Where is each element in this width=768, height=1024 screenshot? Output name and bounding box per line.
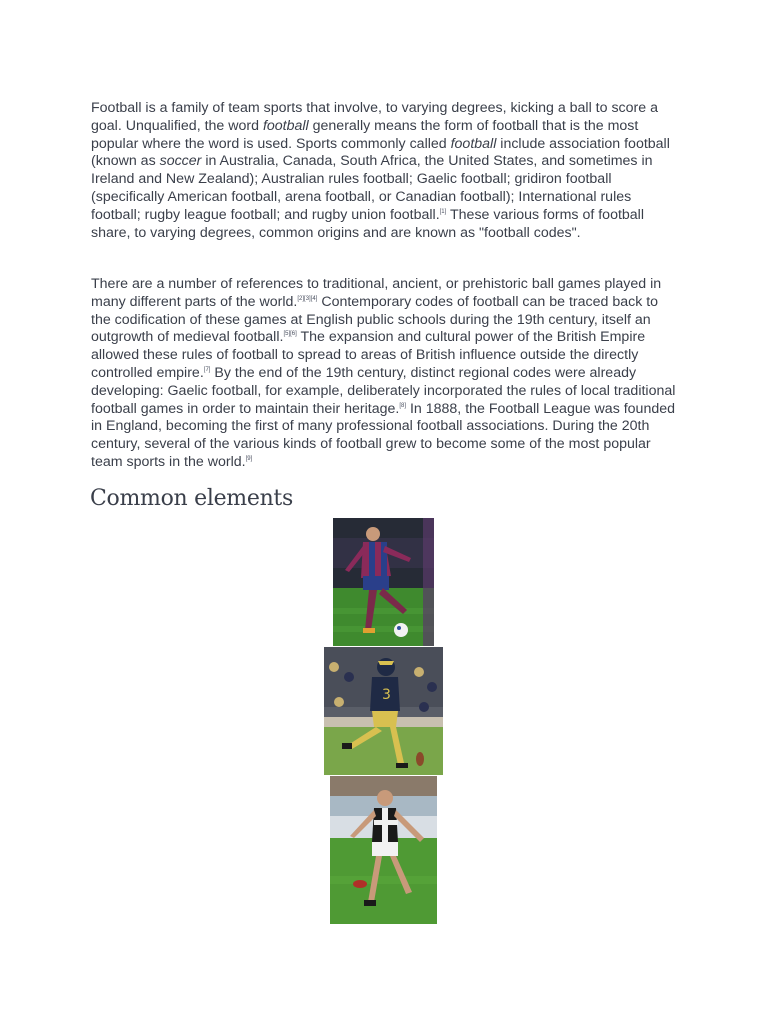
citation-link[interactable]: [1] <box>439 208 447 215</box>
text-run: These various forms of football share, to varying degrees, common origins and are known as "football codes". <box>91 206 644 241</box>
text-run: generally means the form of football that is the most popular where the word is used. Sports commonly called <box>91 117 639 152</box>
citation-link[interactable]: [7] <box>203 366 211 373</box>
text-run: In 1888, the Football League was founded in England, becoming the first of many professional football associations. During the 20th century, several of the various kinds of football grew to become some of the most popular team sports in the world. <box>91 400 676 470</box>
section-heading: Common elements <box>90 486 293 511</box>
italic-term: soccer <box>159 153 202 170</box>
soccer-player-kicking-photo <box>333 518 434 646</box>
text-run: There are a number of references to traditional, ancient, or prehistoric ball games played in many different parts of the world. <box>91 276 662 310</box>
citation-link[interactable]: [9] <box>245 455 253 462</box>
italic-term: football <box>262 117 309 134</box>
intro-paragraph <box>91 100 681 242</box>
text-run: Contemporary codes of football can be traced back to the codification of these games at English public schools during the 19th century, itself an outgrowth of medieval football. <box>91 293 659 346</box>
citation-link[interactable]: [2][3][4] <box>297 295 318 302</box>
australian-rules-kicker-photo <box>330 776 437 924</box>
svg-text:3: 3 <box>382 687 391 703</box>
citation-link[interactable]: [5][6] <box>283 331 297 338</box>
history-paragraph <box>91 276 681 472</box>
italic-term: football <box>450 135 497 152</box>
text-run: By the end of the 19th century, distinct regional codes were already developing: Gaelic football, for example, deliberately incorporated the rules of local traditional football games in order to maintain their heritage. <box>91 364 676 417</box>
text-run: include association football (known as <box>91 135 670 170</box>
citation-link[interactable]: [8] <box>399 402 407 409</box>
text-run: in Australia, Canada, South Africa, the United States, and sometimes in Ireland and New Zealand); Australian rules football; Gaelic football; gridiron football (specifically American football, arena football, or Canadian football); International rules football; rugby league football; and rugby union football. <box>91 153 653 223</box>
american-football-kicker-photo <box>324 647 443 775</box>
text-run: The expansion and cultural power of the British Empire allowed these rules of football to spread to areas of British influence outside the directly controlled empire. <box>91 329 646 381</box>
text-run: Football is a family of team sports that involve, to varying degrees, kicking a ball to score a goal. Unqualified, the word <box>91 100 658 134</box>
